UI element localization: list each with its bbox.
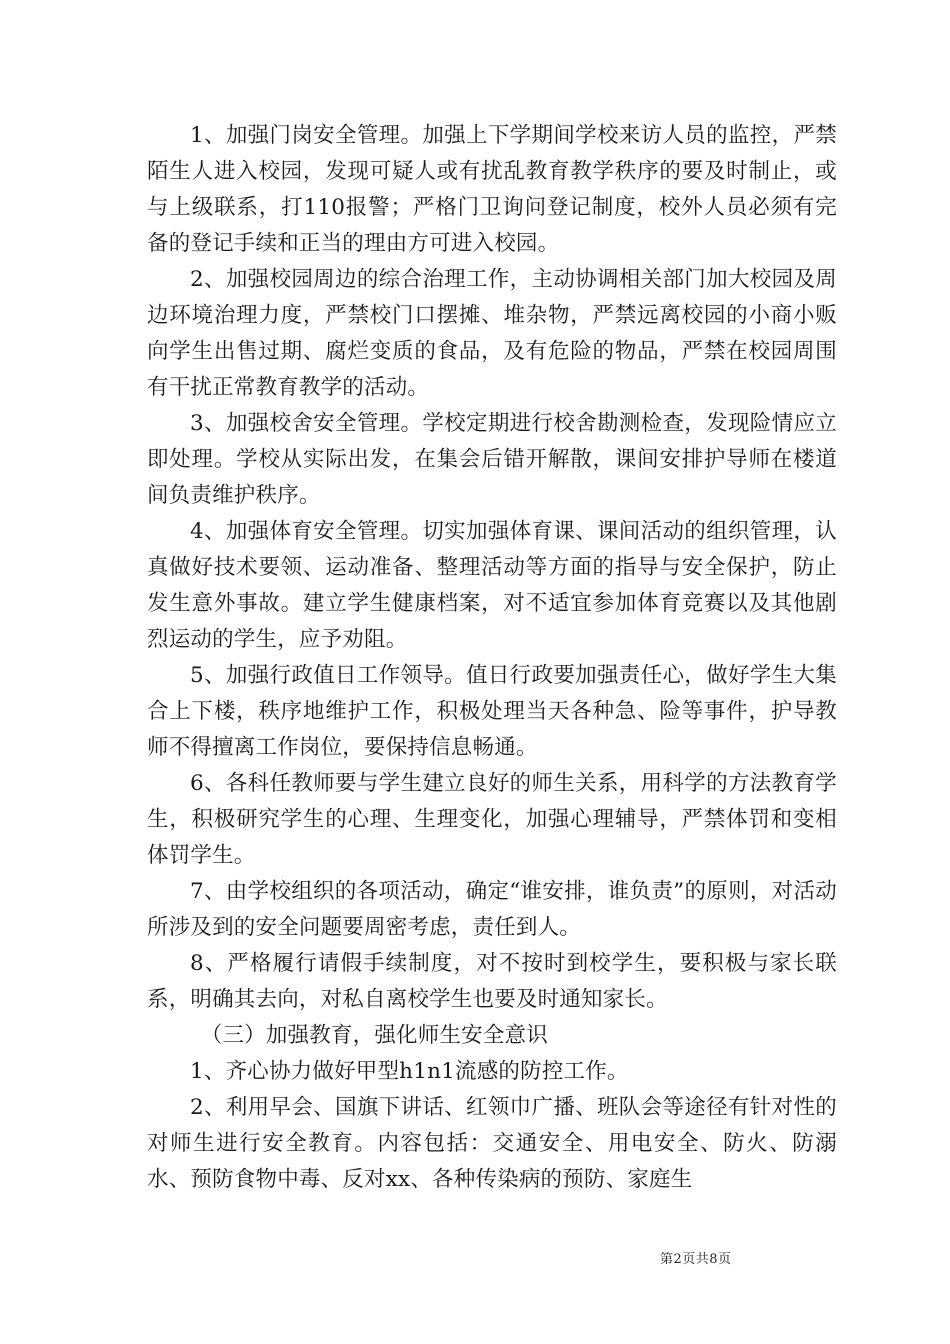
paragraph-1: 1、加强门岗安全管理。加强上下学期间学校来访人员的监控，严禁陌生人进入校园，发现可疑人或有扰乱教育教学秩序的要及时制止，或与上级联系，打110报警；严格门卫询问登记制度，校外人员必须有完备的登记手续和正当的理由方可进入校园。 bbox=[147, 123, 837, 256]
paragraph-6: 6、各科任教师要与学生建立良好的师生关系，用科学的方法教育学生，积极研究学生的心理、生理变化，加强心理辅导，严禁体罚和变相体罚学生。 bbox=[147, 771, 837, 868]
section-paragraph-2: 2、利用早会、国旗下讲话、红领巾广播、班队会等途径有针对性的对师生进行安全教育。内容包括：交通安全、用电安全、防火、防溺水、预防食物中毒、反对xx、各种传染病的预防、家庭生 bbox=[147, 1095, 837, 1192]
paragraph-5: 5、加强行政值日工作领导。值日行政要加强责任心，做好学生大集合上下楼，秩序地维护工作，积极处理当天各种急、险等事件，护导教师不得擅离工作岗位，要保持信息畅通。 bbox=[147, 663, 837, 760]
paragraph-8: 8、严格履行请假手续制度，对不按时到校学生，要积极与家长联系，明确其去向，对私自离校学生也要及时通知家长。 bbox=[147, 951, 837, 1012]
paragraph-7: 7、由学校组织的各项活动，确定“谁安排，谁负责”的原则，对活动所涉及到的安全问题要周密考虑，责任到人。 bbox=[147, 879, 837, 940]
paragraph-2: 2、加强校园周边的综合治理工作，主动协调相关部门加大校园及周边环境治理力度，严禁校门口摆摊、堆杂物，严禁远离校园的小商小贩向学生出售过期、腐烂变质的食品，及有危险的物品，严禁在校园周围有干扰正常教育教学的活动。 bbox=[147, 267, 837, 400]
page-number-label: 第2页共8页 bbox=[660, 1252, 732, 1267]
document-body bbox=[147, 118, 837, 1198]
paragraph-3: 3、加强校舍安全管理。学校定期进行校舍勘测检查，发现险情应立即处理。学校从实际出发，在集会后错开解散，课间安排护导师在楼道间负责维护秩序。 bbox=[147, 411, 837, 508]
section-paragraph-1: 1、齐心协力做好甲型h1n1流感的防控工作。 bbox=[190, 1059, 629, 1084]
paragraph-4: 4、加强体育安全管理。切实加强体育课、课间活动的组织管理，认真做好技术要领、运动准备、整理活动等方面的指导与安全保护，防止发生意外事故。建立学生健康档案，对不适宜参加体育竞赛以及其他剧烈运动的学生，应予劝阻。 bbox=[147, 519, 837, 652]
section-heading: （三）加强教育，强化师生安全意识 bbox=[200, 1023, 548, 1048]
